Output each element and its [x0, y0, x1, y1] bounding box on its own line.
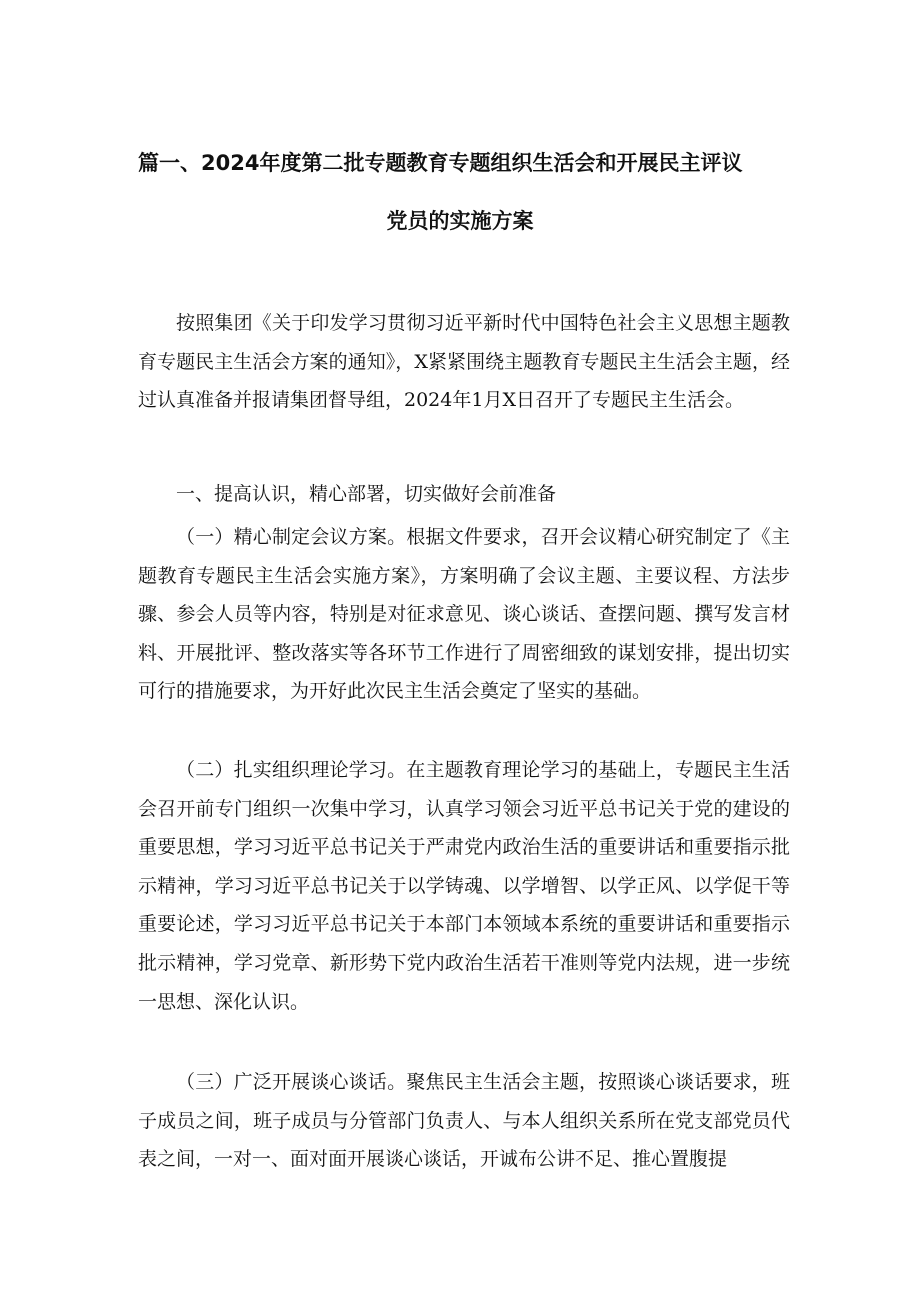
- section1: [138, 475, 790, 514]
- item1-block: [138, 518, 790, 711]
- intro-paragraph: 按照集团《关于印发学习贯彻习近平新时代中国特色社会主义思想主题教育专题民主生活会方案的通知》，X紧紧围绕主题教育专题民主生活会主题，经过认真准备并报请集团督导组，2024年1月X日召开了专题民主生活会。: [138, 312, 790, 412]
- item3-paragraph: （三）广泛开展谈心谈话。聚焦民主生活会主题，按照谈心谈话要求，班子成员之间，班子成员与分管部门负责人、与本人组织关系所在党支部党员代表之间，一对一、面对面开展谈心谈话，开诚布公讲不足、推心置腹提: [138, 1071, 790, 1171]
- section1-heading: 一、提高认识，精心部署，切实做好会前准备: [176, 483, 557, 505]
- item3-block: [138, 1063, 790, 1179]
- document-title-line1: 篇一、2024年度第二批专题教育专题组织生活会和开展民主评议: [138, 151, 743, 175]
- item1-paragraph: （一）精心制定会议方案。根据文件要求，召开会议精心研究制定了《主题教育专题民主生活会实施方案》，方案明确了会议主题、主要议程、方法步骤、参会人员等内容，特别是对征求意见、谈心谈话、查摆问题、撰写发言材料、开展批评、整改落实等各环节工作进行了周密细致的谋划安排，提出切实可行的措施要求，为开好此次民主生活会奠定了坚实的基础。: [138, 526, 790, 703]
- item2-block: [138, 751, 790, 1021]
- document-title-line2: 党员的实施方案: [386, 209, 534, 233]
- item2-paragraph: （二）扎实组织理论学习。在主题教育理论学习的基础上，专题民主生活会召开前专门组织一次集中学习，认真学习领会习近平总书记关于党的建设的重要思想，学习习近平总书记关于严肃党内政治生活的重要讲话和重要指示批示精神，学习习近平总书记关于以学铸魂、以学增智、以学正风、以学促干等重要论述，学习习近平总书记关于本部门本领域本系统的重要讲话和重要指示批示精神，学习党章、新形势下党内政治生活若干准则等党内法规，进一步统一思想、深化认识。: [138, 759, 790, 1013]
- document-body: [138, 304, 790, 420]
